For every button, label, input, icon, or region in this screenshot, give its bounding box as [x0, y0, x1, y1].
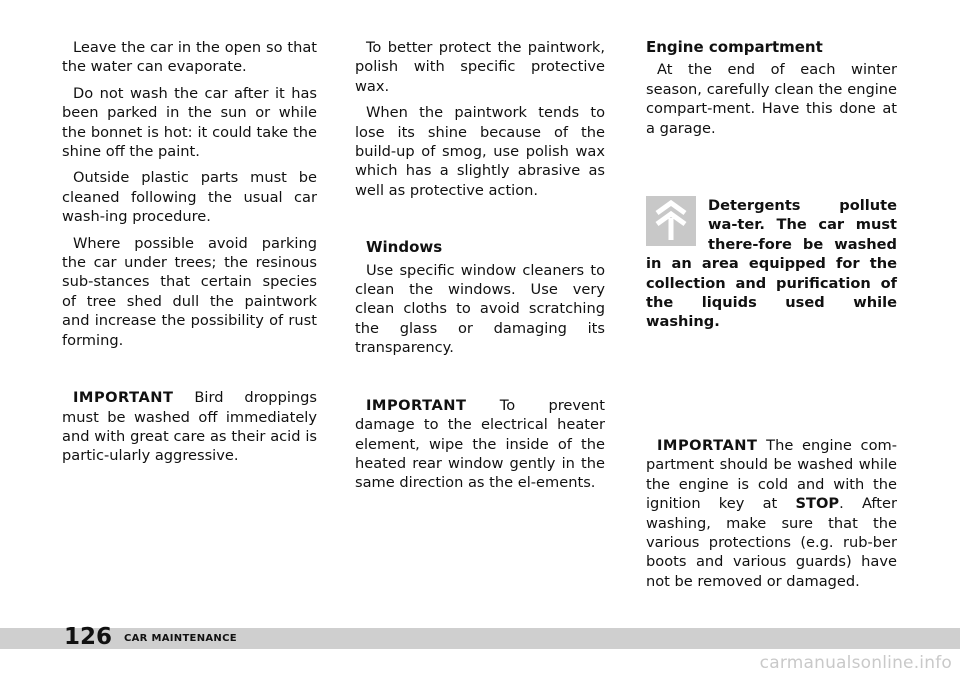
- column-middle: [355, 38, 605, 493]
- environment-warning: [646, 196, 897, 332]
- environment-warning-icon: [646, 196, 696, 246]
- important-text: To prevent damage to the electrical heater element, wipe the inside of the heated rear window gently in the same direction as the el-ements.: [355, 396, 605, 492]
- column-right: [646, 38, 897, 591]
- paragraph-window-cleaners: Use specific window cleaners to clean the windows. Use very clean cloths to avoid scratching the glass or damaging its transparency.: [355, 261, 605, 357]
- important-text-b: . After washing, make sure that the various protections (e.g. rub-ber boots and various guards) have not be removed or damaged.: [646, 495, 897, 590]
- stop-label: STOP: [795, 495, 840, 513]
- paragraph-trees: Where possible avoid parking the car under trees; the resinous sub-stances that certain species of tree shed dull the paintwork and increase the possibility of rust forming.: [62, 234, 317, 349]
- heading-engine-compartment: Engine compartment: [646, 38, 823, 56]
- important-note-engine-wash: [646, 436, 897, 591]
- paragraph-plastic-parts: Outside plastic parts must be cleaned following the usual car wash-ing procedure.: [62, 169, 317, 226]
- important-text: Bird droppings must be washed off immediately and with great care as their acid is partic-ularly aggressive.: [62, 389, 317, 465]
- important-label: IMPORTANT: [657, 436, 758, 454]
- column-left: [62, 38, 317, 466]
- paragraph-sun-bonnet: Do not wash the car after it has been parked in the sun or while the bonnet is hot: it could take the shine off the paint.: [62, 84, 317, 161]
- important-note-rear-window: [355, 396, 605, 493]
- page-number: 126: [64, 624, 113, 650]
- important-note-bird-droppings: [62, 388, 317, 466]
- paragraph-protective-wax: To better protect the paintwork, polish with specific protective wax.: [355, 39, 605, 95]
- section-title: CAR MAINTENANCE: [124, 633, 237, 644]
- heading-windows: Windows: [366, 238, 443, 257]
- paragraph-polish-wax: When the paintwork tends to lose its shine because of the build-up of smog, use polish wax which has a slightly abrasive as well as protective action.: [355, 104, 605, 199]
- paragraph-winter-clean: At the end of each winter season, carefully clean the engine compart-ment. Have this done at a garage.: [646, 61, 897, 137]
- important-label: IMPORTANT: [73, 389, 174, 407]
- important-text-a: The engine com-partment should be washed while the engine is cold and with the ignition key at: [646, 436, 897, 513]
- paragraph-evaporate: Leave the car in the open so that the water can evaporate.: [62, 39, 317, 76]
- important-label: IMPORTANT: [366, 396, 467, 414]
- warning-text: Detergents pollute wa-ter. The car must there-fore be washed in an area equipped for the collection and purification of the liquids used while washing.: [646, 197, 897, 331]
- watermark: carmanualsonline.info: [759, 653, 952, 673]
